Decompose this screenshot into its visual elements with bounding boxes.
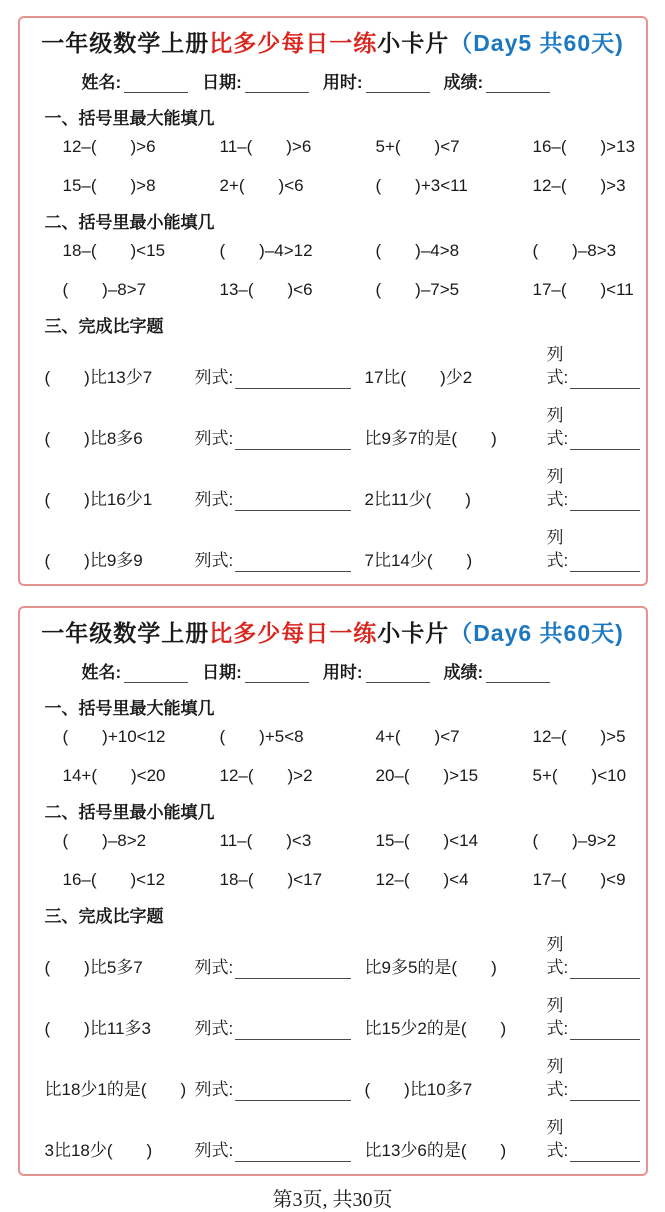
answer-line <box>570 557 640 572</box>
card-title <box>36 617 630 649</box>
answer-line <box>570 964 640 979</box>
equation-field <box>547 1055 643 1101</box>
date-field <box>202 68 309 93</box>
card-title <box>36 27 630 59</box>
score-label: 成绩: <box>443 73 484 92</box>
date-label: 日期: <box>202 73 242 92</box>
problem: 12–( )>6 <box>62 137 156 156</box>
problem: 11–( )>6 <box>219 137 312 156</box>
answer-line <box>235 1147 350 1162</box>
problem: ( )比16少1 <box>44 490 153 509</box>
lie-label: 列式: <box>194 551 234 570</box>
answer-line <box>570 374 640 389</box>
problem: ( )–9>2 <box>532 831 617 850</box>
equation-field <box>195 427 365 450</box>
date-label: 日期: <box>202 663 242 682</box>
time-label: 用时: <box>322 663 363 682</box>
section2-problems <box>36 829 630 891</box>
answer-line <box>235 557 350 572</box>
problem: 18–( )<17 <box>219 870 323 889</box>
problem: 5+( )<7 <box>375 137 460 156</box>
time-field <box>323 658 430 683</box>
equation-field <box>195 549 365 572</box>
lie-label: 列式: <box>546 528 569 570</box>
problem: ( )–4>12 <box>219 241 313 260</box>
worksheet-card-day6 <box>18 606 648 1176</box>
lie-label: 列式: <box>546 1057 569 1099</box>
write-blank <box>486 78 550 93</box>
problem: ( )比11多3 <box>44 1019 151 1038</box>
section1-heading: 一、括号里最大能填几 <box>44 699 215 718</box>
score-label: 成绩: <box>443 663 484 682</box>
problem: ( )比5多7 <box>44 958 143 977</box>
section1-problems <box>36 135 636 197</box>
lie-label: 列式: <box>546 996 569 1038</box>
section2-heading: 二、括号里最小能填几 <box>44 213 215 232</box>
time-field <box>323 68 430 93</box>
problem: 12–( )>3 <box>532 176 626 195</box>
lie-label: 列式: <box>546 935 569 977</box>
lie-label: 列式: <box>194 1141 234 1160</box>
problem: 5+( )<10 <box>532 766 627 785</box>
section3-heading: 三、完成比字题 <box>44 317 164 336</box>
score-field <box>444 658 551 683</box>
equation-field <box>547 343 643 389</box>
equation-field <box>547 1116 643 1162</box>
date-field <box>202 658 309 683</box>
equation-field <box>547 994 643 1040</box>
lie-label: 列式: <box>194 1080 234 1099</box>
problem: 12–( )>2 <box>219 766 313 785</box>
equation-field <box>547 526 643 572</box>
write-blank <box>486 668 550 683</box>
answer-line <box>235 374 350 389</box>
name-field <box>82 68 189 93</box>
problem: 18–( )<15 <box>62 241 166 260</box>
equation-field <box>195 1139 365 1162</box>
write-blank <box>124 78 188 93</box>
problem: ( )–7>5 <box>375 280 460 299</box>
write-blank <box>366 78 430 93</box>
problem: 4+( )<7 <box>375 727 460 746</box>
title-day-part: （Day5 共60天) <box>449 30 624 56</box>
answer-line <box>570 1086 640 1101</box>
name-field <box>82 658 189 683</box>
problem: 2+( )<6 <box>219 176 304 195</box>
problem: 12–( )<4 <box>375 870 469 889</box>
title-grade-part: 一年级数学上册 <box>41 30 210 56</box>
problem: ( )+3<11 <box>375 176 468 195</box>
problem: ( )–8>7 <box>62 280 147 299</box>
problem: 14+( )<20 <box>62 766 166 785</box>
answer-line <box>235 964 350 979</box>
section3-heading: 三、完成比字题 <box>44 907 164 926</box>
write-blank <box>366 668 430 683</box>
answer-line <box>235 1025 350 1040</box>
problem: ( )–8>2 <box>62 831 147 850</box>
problem: 11–( )<3 <box>219 831 312 850</box>
answer-line <box>570 435 640 450</box>
problem: 比18少1的是( ) <box>44 1080 187 1099</box>
problem: ( )+5<8 <box>219 727 304 746</box>
write-blank <box>245 78 309 93</box>
equation-field <box>195 1017 365 1040</box>
info-line <box>82 68 630 93</box>
lie-label: 列式: <box>194 490 234 509</box>
problem: 比9多7的是( ) <box>364 429 497 448</box>
equation-field <box>195 366 365 389</box>
info-line <box>82 658 630 683</box>
problem: 12–( )>5 <box>532 727 626 746</box>
problem: 7比14少( ) <box>364 551 473 570</box>
title-grade-part: 一年级数学上册 <box>41 620 210 646</box>
lie-label: 列式: <box>546 1118 569 1160</box>
answer-line <box>570 1147 640 1162</box>
problem: ( )比10多7 <box>364 1080 473 1099</box>
section3-problems <box>36 933 630 1162</box>
equation-field <box>547 933 643 979</box>
problem: 比9多5的是( ) <box>364 958 497 977</box>
equation-field <box>195 956 365 979</box>
problem: 17–( )<9 <box>532 870 626 889</box>
name-label: 姓名: <box>81 663 122 682</box>
section1-problems <box>36 725 630 787</box>
title-card-part: 小卡片 <box>377 30 450 56</box>
problem: ( )–8>3 <box>532 241 617 260</box>
title-topic-part: 比多少每日一练 <box>209 30 378 56</box>
answer-line <box>235 435 350 450</box>
problem: 17–( )<11 <box>532 280 634 299</box>
problem: 15–( )<14 <box>375 831 479 850</box>
lie-label: 列式: <box>546 467 569 509</box>
title-card-part: 小卡片 <box>377 620 450 646</box>
problem: 20–( )>15 <box>375 766 479 785</box>
answer-line <box>570 1025 640 1040</box>
section3-problems <box>36 343 630 572</box>
equation-field <box>195 488 365 511</box>
problem: 2比11少( ) <box>364 490 471 509</box>
time-label: 用时: <box>322 73 363 92</box>
answer-line <box>235 496 350 511</box>
problem: ( )比8多6 <box>44 429 143 448</box>
score-field <box>444 68 551 93</box>
lie-label: 列式: <box>194 1019 234 1038</box>
problem: ( )比13少7 <box>44 368 153 387</box>
lie-label: 列式: <box>194 368 234 387</box>
page-number: 第3页, 共30页 <box>272 1189 393 1211</box>
name-label: 姓名: <box>81 73 122 92</box>
section2-problems <box>36 239 634 301</box>
problem: ( )+10<12 <box>62 727 166 746</box>
lie-label: 列式: <box>546 406 569 448</box>
problem: 3比18少( ) <box>44 1141 153 1160</box>
problem: ( )–4>8 <box>375 241 460 260</box>
problem: 比15少2的是( ) <box>364 1019 507 1038</box>
equation-field <box>195 1078 365 1101</box>
write-blank <box>245 668 309 683</box>
lie-label: 列式: <box>194 429 234 448</box>
worksheet-card-day5 <box>18 16 648 586</box>
equation-field <box>547 404 643 450</box>
lie-label: 列式: <box>546 345 569 387</box>
answer-line <box>570 496 640 511</box>
problem: 16–( )>13 <box>532 137 636 156</box>
problem: ( )比9多9 <box>44 551 143 570</box>
problem: 16–( )<12 <box>62 870 166 889</box>
title-day-part: （Day6 共60天) <box>449 620 624 646</box>
title-topic-part: 比多少每日一练 <box>209 620 378 646</box>
problem: 17比( )少2 <box>364 368 473 387</box>
problem: 15–( )>8 <box>62 176 156 195</box>
equation-field <box>547 465 643 511</box>
section1-heading: 一、括号里最大能填几 <box>44 109 215 128</box>
answer-line <box>235 1086 350 1101</box>
write-blank <box>124 668 188 683</box>
problem: 比13少6的是( ) <box>364 1141 507 1160</box>
problem: 13–( )<6 <box>219 280 313 299</box>
lie-label: 列式: <box>194 958 234 977</box>
section2-heading: 二、括号里最小能填几 <box>44 803 215 822</box>
